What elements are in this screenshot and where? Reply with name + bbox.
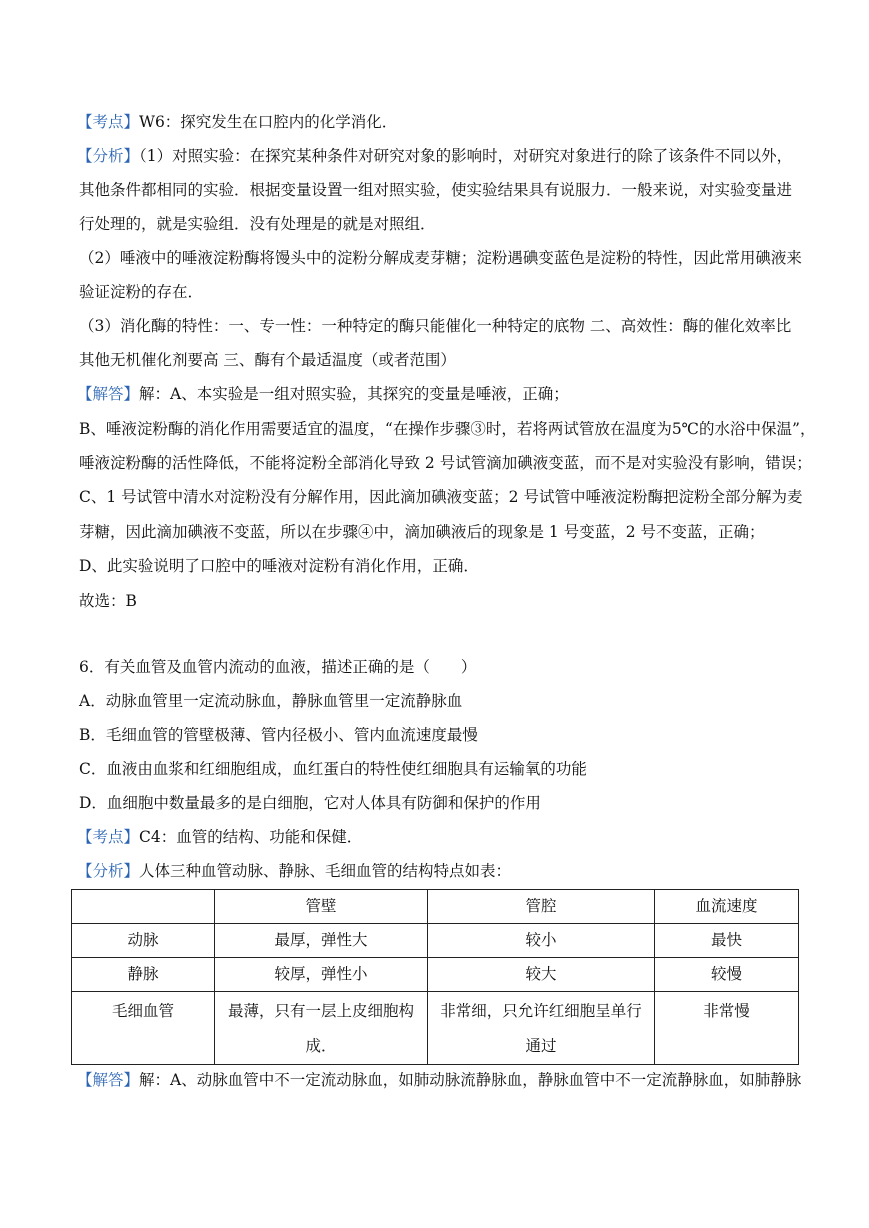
- paragraph-line: （3）消化酶的特性：一、专一性：一种特定的酶只能催化一种特定的底物 二、高效性：酶的催化效率比: [79, 317, 792, 335]
- kaodian-tag: 【考点】: [77, 828, 140, 846]
- jieda-text: 解：A、动脉血管中不一定流动脉血，如肺动脉流静脉血，静脉血管中不一定流静脉血，如肺静脉: [139, 1071, 802, 1089]
- fenxi-line-1: [77, 145, 792, 167]
- paragraph-line: 验证淀粉的存在．: [79, 283, 204, 301]
- table-row: [72, 992, 799, 1065]
- kaodian-tag: 【考点】: [77, 113, 140, 131]
- table-header-cell: [72, 890, 215, 924]
- blood-vessel-table: [71, 889, 799, 1065]
- q6-jieda-line: [77, 1069, 801, 1091]
- paragraph-line: （2）唾液中的唾液淀粉酶将馒头中的淀粉分解成麦芽糖；淀粉遇碘变蓝色是淀粉的特性，因此常用碘液来: [79, 249, 802, 267]
- question-stem: 6．有关血管及血管内流动的血液，描述正确的是（ ）: [79, 658, 477, 676]
- table-row: [72, 924, 799, 958]
- jieda-line-1: [77, 383, 569, 405]
- q6-kaodian-line: [77, 826, 362, 848]
- table-cell: 最薄，只有一层上皮细胞构成．: [215, 992, 428, 1065]
- table-cell: 最厚，弹性大: [215, 924, 428, 958]
- option-d: D．血细胞中数量最多的是白细胞，它对人体具有防御和保护的作用: [79, 794, 541, 812]
- option-c: C．血液由血浆和红细胞组成，血红蛋白的特性使红细胞具有运输氧的功能: [79, 760, 587, 778]
- table-row: [72, 958, 799, 992]
- table-cell: 非常细，只允许红细胞呈单行通过: [428, 992, 655, 1065]
- kaodian-text: W6：探究发生在口腔内的化学消化．: [139, 113, 398, 131]
- paragraph-line: C、1 号试管中清水对淀粉没有分解作用，因此滴加碘液变蓝；2 号试管中唾液淀粉酶把淀粉全部分解为麦: [79, 488, 803, 506]
- paragraph-line: 芽糖，因此滴加碘液不变蓝，所以在步骤④中，滴加碘液后的现象是 1 号变蓝，2 号不变蓝，正确；: [79, 523, 765, 541]
- table-header-cell: 管壁: [215, 890, 428, 924]
- paragraph-line: B、唾液淀粉酶的消化作用需要适宜的温度，“在操作步骤③时，若将两试管放在温度为5℃的水浴中保温”，: [79, 420, 816, 438]
- fenxi-text: （1）对照实验：在探究某种条件对研究对象的影响时，对研究对象进行的除了该条件不同以外，: [139, 147, 793, 165]
- jieda-text: 解：A、本实验是一组对照实验，其探究的变量是唾液，正确；: [139, 385, 569, 403]
- table-cell: 较小: [428, 924, 655, 958]
- paragraph-line: 唾液淀粉酶的活性降低，不能将淀粉全部消化导致 2 号试管滴加碘液变蓝，而不是对实验没有影响，错误；: [79, 454, 812, 472]
- table-header-cell: 管腔: [428, 890, 655, 924]
- table-cell: 最快: [655, 924, 799, 958]
- fenxi-text: 人体三种血管动脉、静脉、毛细血管的结构特点如表：: [139, 862, 512, 880]
- table-cell: 动脉: [72, 924, 215, 958]
- jieda-tag: 【解答】: [77, 385, 140, 403]
- table-cell: 较慢: [655, 958, 799, 992]
- option-a: A．动脉血管里一定流动脉血，静脉血管里一定流静脉血: [79, 692, 463, 710]
- option-b: B．毛细血管的管壁极薄、管内径极小、管内血流速度最慢: [79, 726, 478, 744]
- paragraph-line: D、此实验说明了口腔中的唾液对淀粉有消化作用，正确．: [79, 557, 479, 575]
- paragraph-line: 其他无机催化剂要高 三、酶有个最适温度（或者范围）: [79, 351, 456, 369]
- paragraph-line: 其他条件都相同的实验．根据变量设置一组对照实验，使实验结果具有说服力．一般来说，对实验变量进: [79, 181, 793, 199]
- kaodian-text: C4：血管的结构、功能和保健．: [139, 828, 363, 846]
- answer-line: 故选：B: [79, 592, 137, 610]
- paragraph-line: 行处理的，就是实验组．没有处理是的就是对照组．: [79, 215, 436, 233]
- q6-fenxi-line: [77, 860, 511, 882]
- kaodian-line-1: [77, 111, 397, 133]
- table-cell: 较厚，弹性小: [215, 958, 428, 992]
- table-cell: 静脉: [72, 958, 215, 992]
- jieda-tag: 【解答】: [77, 1071, 140, 1089]
- fenxi-tag: 【分析】: [77, 862, 140, 880]
- table-header-row: [72, 890, 799, 924]
- fenxi-tag: 【分析】: [77, 147, 140, 165]
- table-cell: 非常慢: [655, 992, 799, 1065]
- table-cell: 较大: [428, 958, 655, 992]
- table-header-cell: 血流速度: [655, 890, 799, 924]
- table-cell: 毛细血管: [72, 992, 215, 1065]
